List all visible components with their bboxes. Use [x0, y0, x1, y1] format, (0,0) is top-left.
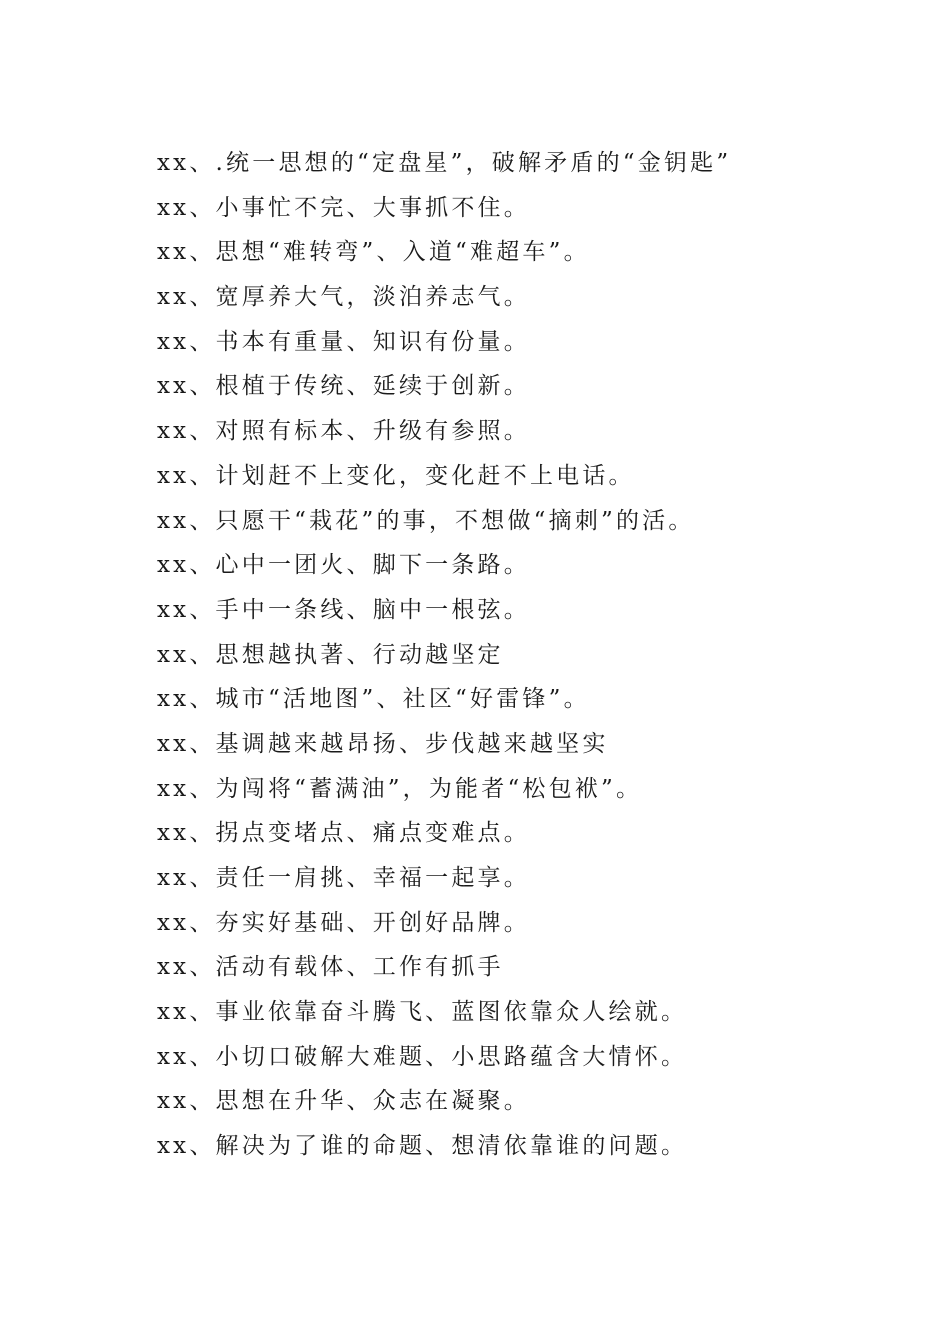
phrase-line: xx、宽厚养大气，淡泊养志气。	[157, 284, 530, 311]
phrase-line: xx、心中一团火、脚下一条路。	[157, 552, 530, 579]
phrase-line: xx、为闯将“蓄满油”，为能者“松包袱”。	[157, 775, 643, 802]
phrase-line: xx、解决为了谁的命题、想清依靠谁的问题。	[157, 1133, 688, 1160]
phrase-line: xx、夯实好基础、开创好品牌。	[157, 909, 530, 936]
phrase-line: xx、对照有标本、升级有参照。	[157, 418, 530, 445]
phrase-line: xx、.统一思想的“定盘星”，破解矛盾的“金钥匙”	[157, 150, 732, 176]
phrase-line: xx、思想越执著、行动越坚定	[157, 641, 504, 668]
phrase-line: xx、活动有载体、工作有抓手	[157, 954, 504, 981]
phrase-line: xx、思想“难转弯”、入道“难超车”。	[157, 239, 590, 266]
phrase-line: xx、计划赶不上变化，变化赶不上电话。	[157, 462, 635, 489]
phrase-line: xx、拐点变堵点、痛点变难点。	[157, 820, 530, 847]
phrase-line: xx、手中一条线、脑中一根弦。	[157, 596, 530, 623]
phrase-line: xx、基调越来越昂扬、步伐越来越坚实	[157, 730, 609, 757]
phrase-list	[157, 141, 731, 1169]
phrase-line: xx、小切口破解大难题、小思路蕴含大情怀。	[157, 1043, 688, 1070]
phrase-line: xx、责任一肩挑、幸福一起享。	[157, 865, 530, 891]
phrase-line: xx、根植于传统、延续于创新。	[157, 373, 530, 400]
phrase-line: xx、城市“活地图”、社区“好雷锋”。	[157, 686, 590, 713]
phrase-line: xx、小事忙不完、大事抓不住。	[157, 194, 530, 221]
phrase-line: xx、书本有重量、知识有份量。	[157, 328, 530, 355]
phrase-line: xx、事业依靠奋斗腾飞、蓝图依靠众人绘就。	[157, 999, 688, 1026]
phrase-line: xx、只愿干“栽花”的事，不想做“摘刺”的活。	[157, 507, 695, 534]
phrase-line: xx、思想在升华、众志在凝聚。	[157, 1088, 530, 1115]
